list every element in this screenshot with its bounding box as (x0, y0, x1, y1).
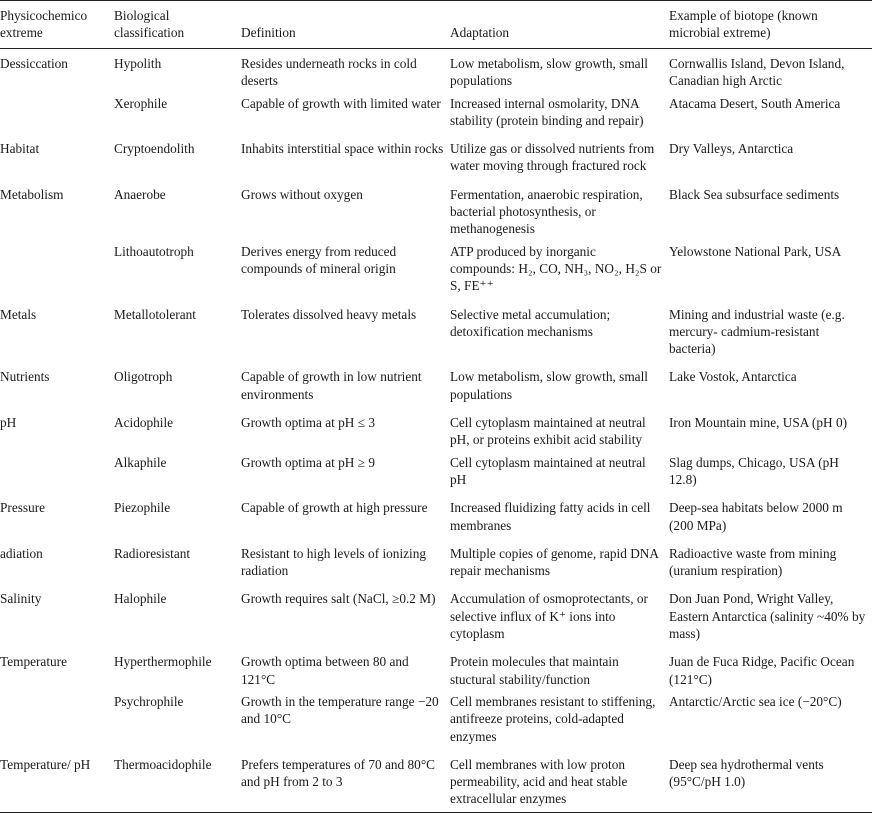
table-row (0, 538, 872, 584)
cell-definition-text: Growth optima at pH ≤ 3 (241, 415, 375, 431)
table-row (0, 692, 872, 749)
cell-example (669, 133, 872, 179)
cell-definition (241, 407, 450, 453)
cell-adaptation (450, 179, 669, 242)
cell-example-text: Dry Valleys, Antarctica (669, 141, 794, 157)
cell-classification (114, 646, 241, 692)
cell-example-text: Radioactive waste from mining (uranium respiration) (669, 545, 837, 579)
cell-example (669, 242, 872, 299)
cell-extreme (0, 492, 114, 538)
cell-definition-text: Derives energy from reduced compounds of mineral origin (241, 243, 397, 276)
cell-classification-text: Radioresistant (114, 545, 191, 561)
cell-adaptation-text: Accumulation of osmoprotectants, or selective influx of K⁺ ions into cytoplasm (450, 591, 648, 642)
cell-adaptation (450, 242, 669, 299)
cell-example (669, 299, 872, 362)
cell-example (669, 179, 872, 242)
cell-adaptation-text: Fermentation, anaerobic respiration, bacterial photosynthesis, or methanogenesis (450, 186, 643, 237)
header-extreme: Physicochemico extreme (0, 8, 88, 41)
cell-definition (241, 242, 450, 299)
cell-adaptation (450, 692, 669, 749)
cell-adaptation (450, 646, 669, 692)
cell-classification-text: Oligotroph (114, 369, 173, 385)
cell-classification (114, 299, 241, 362)
cell-classification-text: Metallotolerant (114, 306, 196, 322)
cell-definition-text: Capable of growth at high pressure (241, 500, 428, 516)
cell-definition-text: Tolerates dissolved heavy metals (241, 306, 417, 322)
cell-adaptation (450, 49, 669, 94)
cell-definition-text: Capable of growth with limited water (241, 95, 441, 111)
cell-example-text: Antarctic/Arctic sea ice (−20°C) (669, 693, 842, 709)
cell-classification (114, 749, 241, 812)
cell-adaptation-text: Increased fluidizing fatty acids in cell membranes (450, 500, 651, 533)
cell-classification-text: Psychrophile (114, 693, 184, 709)
cell-example-text: Lake Vostok, Antarctica (669, 369, 797, 385)
cell-adaptation-text: Cell membranes with low proton permeability, acid and heat stable extracellular enzymes (450, 756, 628, 807)
cell-classification-text: Hypolith (114, 56, 162, 71)
cell-extreme-text: Habitat (0, 141, 40, 157)
cell-adaptation (450, 749, 669, 812)
table-row (0, 179, 872, 242)
table-row (0, 407, 872, 453)
cell-example (669, 49, 872, 94)
cell-extreme-text: Metals (0, 306, 37, 322)
cell-definition (241, 179, 450, 242)
table-row (0, 453, 872, 493)
cell-extreme-text: Temperature (0, 654, 67, 670)
table-row (0, 492, 872, 538)
cell-example-text: Cornwallis Island, Devon Island, Canadian high Arctic (669, 56, 845, 89)
cell-definition (241, 646, 450, 692)
cell-classification-text: Piezophile (114, 500, 171, 516)
cell-extreme-text: Temperature/ pH (0, 756, 91, 772)
cell-example (669, 692, 872, 749)
cell-extreme (0, 407, 114, 453)
cell-example-text: Mining and industrial waste (e.g. mercury- cadmium-resistant bacteria) (669, 306, 845, 357)
cell-adaptation (450, 407, 669, 453)
cell-definition-text: Capable of growth in low nutrient environments (241, 369, 422, 402)
cell-extreme (0, 646, 114, 692)
cell-extreme-text: Pressure (0, 500, 46, 516)
cell-extreme-text: pH (0, 415, 17, 431)
cell-classification (114, 583, 241, 646)
table-header (0, 1, 872, 49)
cell-definition (241, 453, 450, 493)
cell-adaptation-text: Selective metal accumulation; detoxification mechanisms (450, 306, 611, 339)
cell-example (669, 453, 872, 493)
cell-example-text: Deep sea hydrothermal vents (95°C/pH 1.0) (669, 756, 824, 790)
cell-adaptation-text: Increased internal osmolarity, DNA stability (protein binding and repair) (450, 95, 644, 128)
cell-definition-text: Growth requires salt (NaCl, ≥0.2 M) (241, 591, 436, 607)
cell-extreme (0, 538, 114, 584)
cell-classification-text: Lithoautotroph (114, 243, 194, 259)
table-row (0, 646, 872, 692)
cell-adaptation-text: Cell membranes resistant to stiffening, antifreeze proteins, cold-adapted enzymes (450, 693, 656, 744)
cell-extreme-text: Dessiccation (0, 56, 68, 71)
cell-definition (241, 133, 450, 179)
cell-example-text: Yelowstone National Park, USA (669, 243, 842, 259)
cell-classification-text: Xerophile (114, 95, 168, 111)
cell-extreme-text: Metabolism (0, 186, 64, 202)
cell-adaptation (450, 453, 669, 493)
cell-adaptation (450, 492, 669, 538)
cell-definition (241, 692, 450, 749)
cell-example-text: Black Sea subsurface sediments (669, 186, 840, 202)
cell-adaptation-text: Cell cytoplasm maintained at neutral pH, or proteins exhibit acid stability (450, 415, 646, 448)
cell-definition-text: Grows without oxygen (241, 186, 363, 202)
cell-definition-text: Growth optima at pH ≥ 9 (241, 454, 375, 470)
cell-definition-text: Growth in the temperature range −20 and 10°C (241, 693, 439, 727)
table-row (0, 49, 872, 94)
cell-extreme (0, 133, 114, 179)
cell-extreme-text: adiation (0, 545, 43, 561)
cell-classification (114, 692, 241, 749)
cell-extreme (0, 749, 114, 812)
cell-adaptation (450, 361, 669, 407)
cell-classification (114, 133, 241, 179)
cell-definition (241, 492, 450, 538)
cell-adaptation-text: Low metabolism, slow growth, small populations (450, 369, 648, 402)
cell-adaptation (450, 94, 669, 134)
cell-classification (114, 492, 241, 538)
cell-definition-text: Resistant to high levels of ionizing radiation (241, 545, 427, 579)
cell-definition (241, 361, 450, 407)
cell-example (669, 94, 872, 134)
cell-classification (114, 407, 241, 453)
cell-definition-text: Prefers temperatures of 70 and 80°C and pH from 2 to 3 (241, 756, 435, 790)
cell-extreme (0, 453, 114, 493)
cell-example (669, 407, 872, 453)
header-classification: Biological classification (114, 8, 185, 41)
cell-extreme (0, 583, 114, 646)
cell-classification-text: Alkaphile (114, 454, 167, 470)
cell-classification-text: Anaerobe (114, 186, 166, 202)
cell-definition (241, 583, 450, 646)
cell-example-text: Atacama Desert, South America (669, 95, 841, 111)
cell-adaptation-text: Utilize gas or dissolved nutrients from water moving through fractured rock (450, 141, 655, 174)
cell-extreme (0, 299, 114, 362)
cell-definition (241, 749, 450, 812)
cell-example (669, 361, 872, 407)
cell-definition-text: Growth optima between 80 and 121°C (241, 654, 409, 687)
cell-classification-text: Halophile (114, 591, 167, 607)
cell-definition (241, 538, 450, 584)
cell-extreme-text: Nutrients (0, 369, 50, 385)
cell-definition (241, 299, 450, 362)
cell-adaptation (450, 538, 669, 584)
table-row (0, 242, 872, 299)
cell-classification (114, 179, 241, 242)
cell-adaptation (450, 583, 669, 646)
cell-adaptation-text: Multiple copies of genome, rapid DNA repair mechanisms (450, 545, 659, 579)
cell-definition (241, 49, 450, 94)
cell-example-text: Slag dumps, Chicago, USA (pH 12.8) (669, 454, 839, 487)
cell-definition-text: Inhabits interstitial space within rocks (241, 141, 444, 157)
cell-example (669, 583, 872, 646)
cell-extreme (0, 179, 114, 242)
table-row (0, 583, 872, 646)
cell-extreme-text: Salinity (0, 591, 42, 607)
cell-classification (114, 49, 241, 94)
header-adaptation: Adaptation (450, 25, 510, 40)
cell-extreme (0, 692, 114, 749)
cell-example-text: Don Juan Pond, Wright Valley, Eastern Antarctica (salinity ~40% by mass) (669, 591, 866, 642)
cell-extreme (0, 242, 114, 299)
cell-classification (114, 538, 241, 584)
cell-classification (114, 453, 241, 493)
table-row (0, 749, 872, 812)
cell-adaptation-text: ATP produced by inorganic compounds: H₂, CO, NH₃, NO₂, H₂S or S, FE⁺⁺ (450, 243, 662, 294)
cell-classification-text: Hyperthermophile (114, 654, 212, 670)
table-row (0, 133, 872, 179)
cell-adaptation-text: Protein molecules that maintain stuctural stability/function (450, 654, 619, 687)
cell-classification-text: Cryptoendolith (114, 141, 195, 157)
cell-example (669, 646, 872, 692)
table-row (0, 94, 872, 134)
cell-example (669, 538, 872, 584)
cell-adaptation-text: Cell cytoplasm maintained at neutral pH (450, 454, 646, 487)
cell-example-text: Deep-sea habitats below 2000 m (200 MPa) (669, 500, 843, 533)
cell-extreme (0, 94, 114, 134)
cell-extreme (0, 361, 114, 407)
cell-definition (241, 94, 450, 134)
cell-classification-text: Acidophile (114, 415, 174, 431)
table-body (0, 49, 872, 813)
cell-classification (114, 361, 241, 407)
cell-classification (114, 242, 241, 299)
header-example: Example of biotope (known microbial extreme) (669, 8, 818, 41)
header-definition: Definition (241, 25, 296, 40)
cell-example-text: Iron Mountain mine, USA (pH 0) (669, 415, 848, 431)
cell-adaptation (450, 133, 669, 179)
cell-adaptation-text: Low metabolism, slow growth, small populations (450, 56, 648, 89)
table-row (0, 299, 872, 362)
cell-example-text: Juan de Fuca Ridge, Pacific Ocean (121°C) (669, 654, 855, 687)
table-row (0, 361, 872, 407)
cell-definition-text: Resides underneath rocks in cold deserts (241, 56, 417, 89)
cell-example (669, 492, 872, 538)
cell-extreme (0, 49, 114, 94)
header-row (0, 1, 872, 49)
cell-classification-text: Thermoacidophile (114, 756, 212, 772)
cell-classification (114, 94, 241, 134)
cell-example (669, 749, 872, 812)
cell-adaptation (450, 299, 669, 362)
